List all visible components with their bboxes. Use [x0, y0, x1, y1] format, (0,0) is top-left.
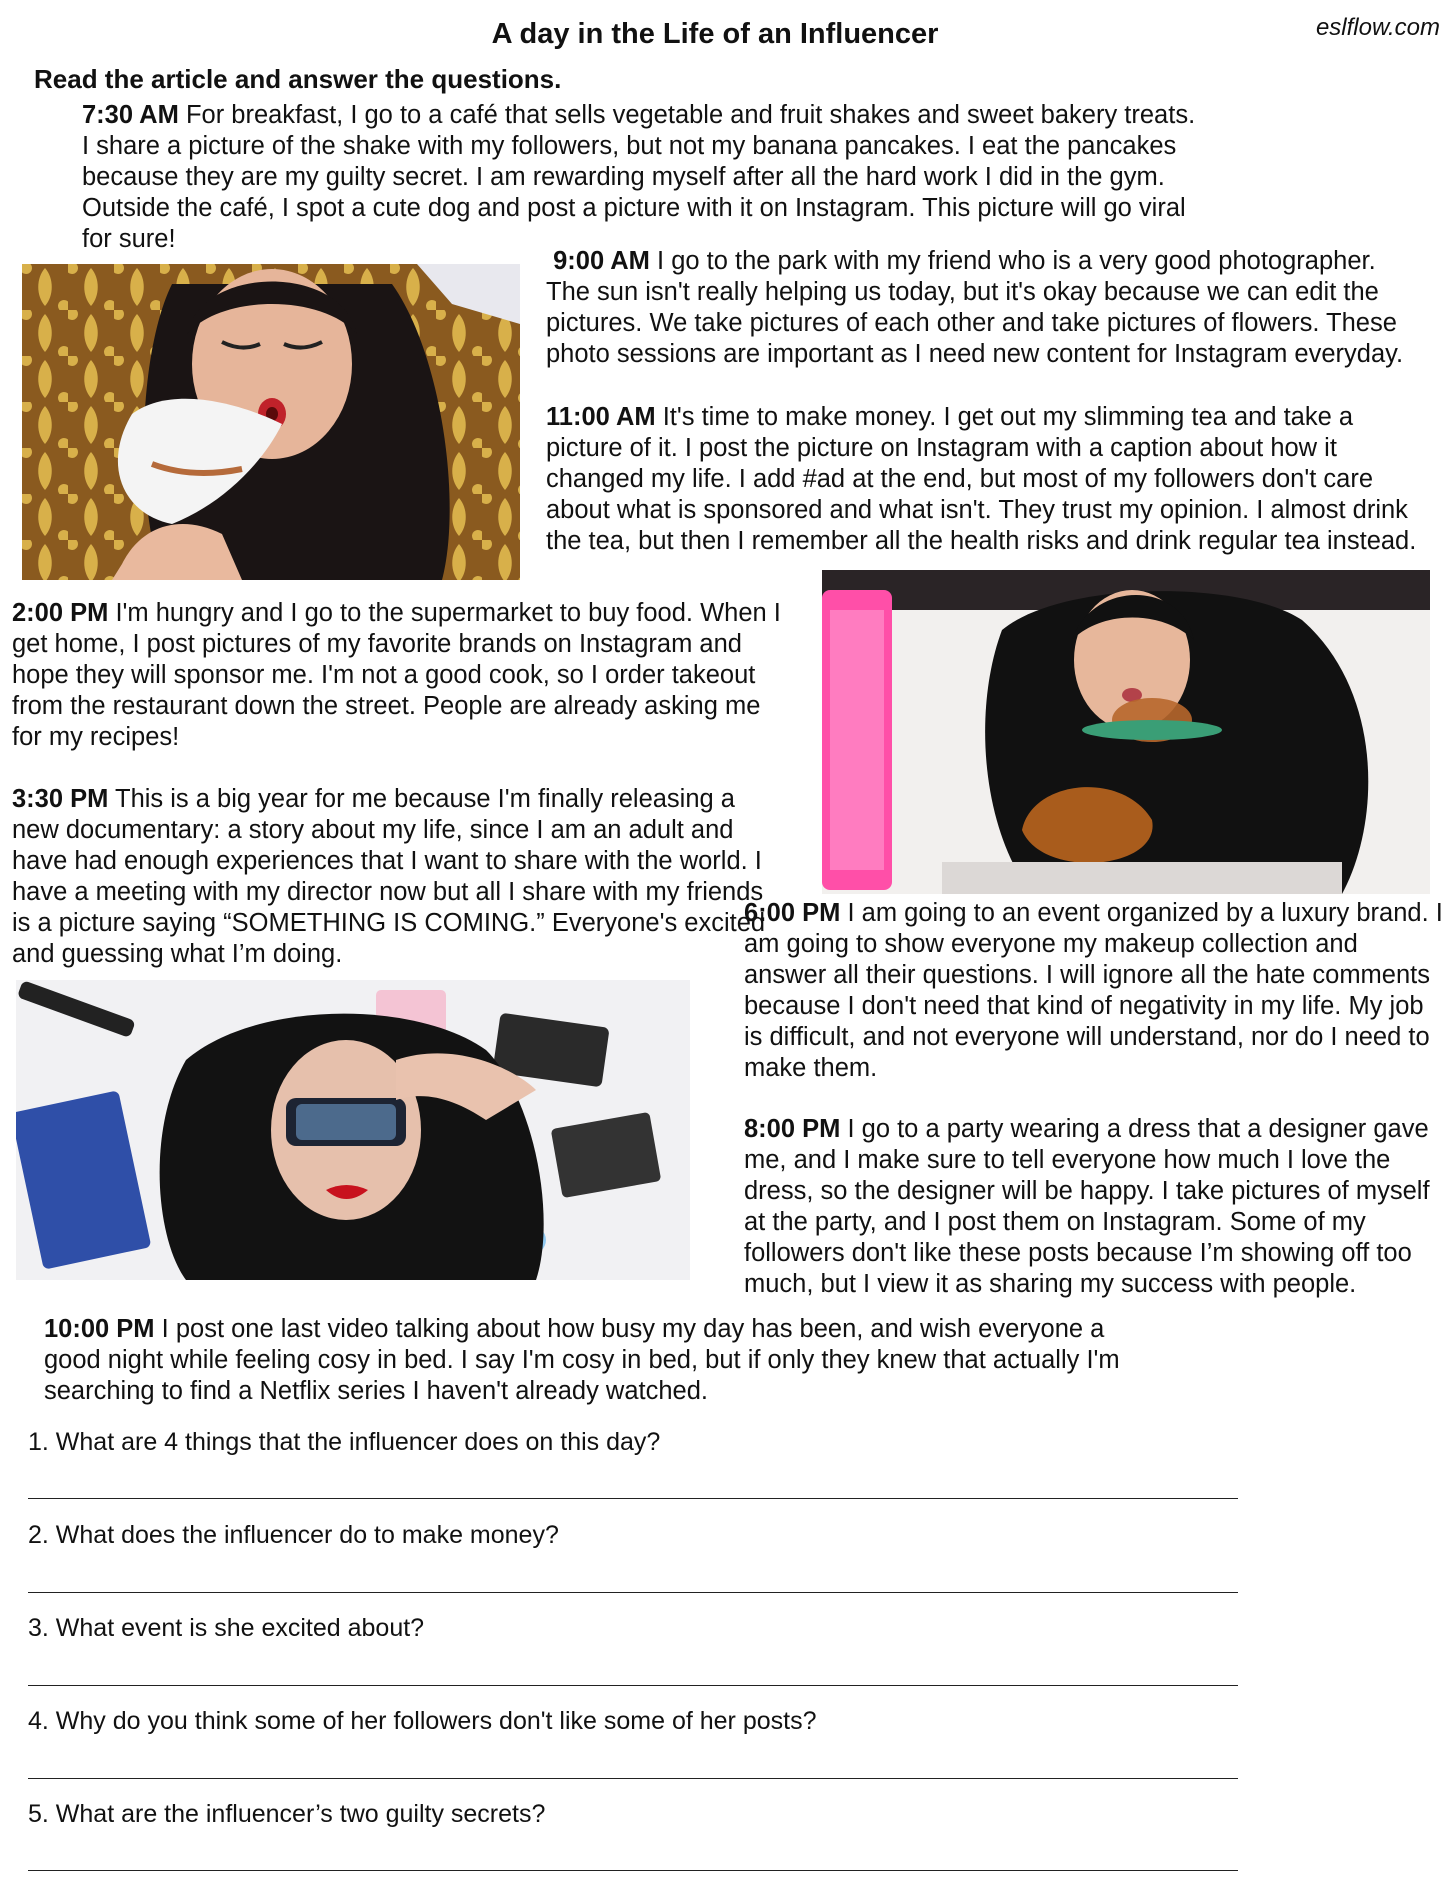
question-3: 3. What event is she excited about?	[28, 1614, 425, 1642]
question-4: 4. Why do you think some of her followers don't like some of her posts?	[28, 1707, 817, 1735]
entry-time: 7:30 AM	[82, 101, 179, 129]
answer-line-5[interactable]	[28, 1870, 1238, 1871]
entry-text: This is a big year for me because I'm finally releasing a new documentary: a story about my life, since I am an adult and have had enough experiences that I want to share with the world. I have a meeting with my director now but all I share with my friends is a picture saying “SOMETHING IS COMING.” Everyone's excited and guessing what I’m doing.	[12, 785, 766, 968]
makeup-collection-image	[16, 980, 690, 1280]
entry-text: It's time to make money. I get out my slimming tea and take a picture of it. I post the picture on Instagram with a caption about how it changed my life. I add #ad at the end, but most of my followers don't care about what is sponsored and what isn't. They trust my opinion. I almost drink the tea, but then I remember all the health risks and drink regular tea instead.	[546, 403, 1417, 555]
selfie-with-dog-image	[22, 264, 520, 580]
entry-0730	[82, 100, 1202, 255]
entry-text: I go to the park with my friend who is a very good photographer. The sun isn't really helping us today, but it's okay because we can edit the pictures. We take pictures of each other and take pictures of flowers. These photo sessions are important as I need new content for Instagram everyday.	[546, 247, 1404, 368]
entry-1530	[12, 784, 782, 970]
question-2: 2. What does the influencer do to make money?	[28, 1521, 559, 1549]
instructions: Read the article and answer the questions.	[34, 64, 562, 94]
entry-time: 11:00 AM	[546, 403, 656, 431]
entry-0900	[546, 246, 1426, 370]
entry-text: I am going to an event organized by a luxury brand. I am going to show everyone my makeup collection and answer all their questions. I will ignore all the hate comments because I don't need that kind of negativity in my life. My job is difficult, and not everyone will understand, nor do I need to make them.	[744, 899, 1443, 1082]
entry-time: 3:30 PM	[12, 785, 109, 813]
entry-2000	[744, 1114, 1444, 1300]
answer-line-2[interactable]	[28, 1592, 1238, 1593]
entry-time: 6:00 PM	[744, 899, 841, 927]
entry-time: 2:00 PM	[12, 599, 109, 627]
answer-line-4[interactable]	[28, 1778, 1238, 1779]
entry-time: 9:00 AM	[553, 247, 650, 275]
entry-text: I post one last video talking about how busy my day has been, and wish everyone a good night while feeling cosy in bed. I say I'm cosy in bed, but if only they knew that actually I'm searching to find a Netflix series I haven't already watched.	[44, 1315, 1120, 1405]
entry-1400	[12, 598, 792, 753]
entry-2200	[44, 1314, 1164, 1407]
answer-line-3[interactable]	[28, 1685, 1238, 1686]
entry-time: 10:00 PM	[44, 1315, 155, 1343]
answer-line-1[interactable]	[28, 1498, 1238, 1499]
question-5: 5. What are the influencer’s two guilty secrets?	[28, 1800, 546, 1828]
question-1: 1. What are 4 things that the influencer does on this day?	[28, 1428, 661, 1456]
page-title: A day in the Life of an Influencer	[491, 18, 939, 50]
entry-1100	[546, 402, 1426, 557]
entry-time: 8:00 PM	[744, 1115, 841, 1143]
slimming-tea-image	[822, 570, 1430, 894]
entry-text: I'm hungry and I go to the supermarket to buy food. When I get home, I post pictures of my favorite brands on Instagram and hope they will sponsor me. I'm not a good cook, so I order takeout from the restaurant down the street. People are already asking me for my recipes!	[12, 599, 781, 751]
site-name: eslflow.com	[1315, 14, 1440, 41]
entry-text: I go to a party wearing a dress that a designer gave me, and I make sure to tell everyone how much I love the dress, so the designer will be happy. I take pictures of myself at the party, and I post them on Instagram. Some of my followers don't like these posts because I’m showing off too much, but I view it as sharing my success with people.	[744, 1115, 1430, 1298]
entry-text: For breakfast, I go to a café that sells vegetable and fruit shakes and sweet bakery treats. I share a picture of the shake with my followers, but not my banana pancakes. I eat the pancakes because they are my guilty secret. I am rewarding myself after all the hard work I did in the gym. Outside the café, I spot a cute dog and post a picture with it on Instagram. This picture will go viral for sure!	[82, 101, 1196, 253]
entry-1800	[744, 898, 1444, 1084]
